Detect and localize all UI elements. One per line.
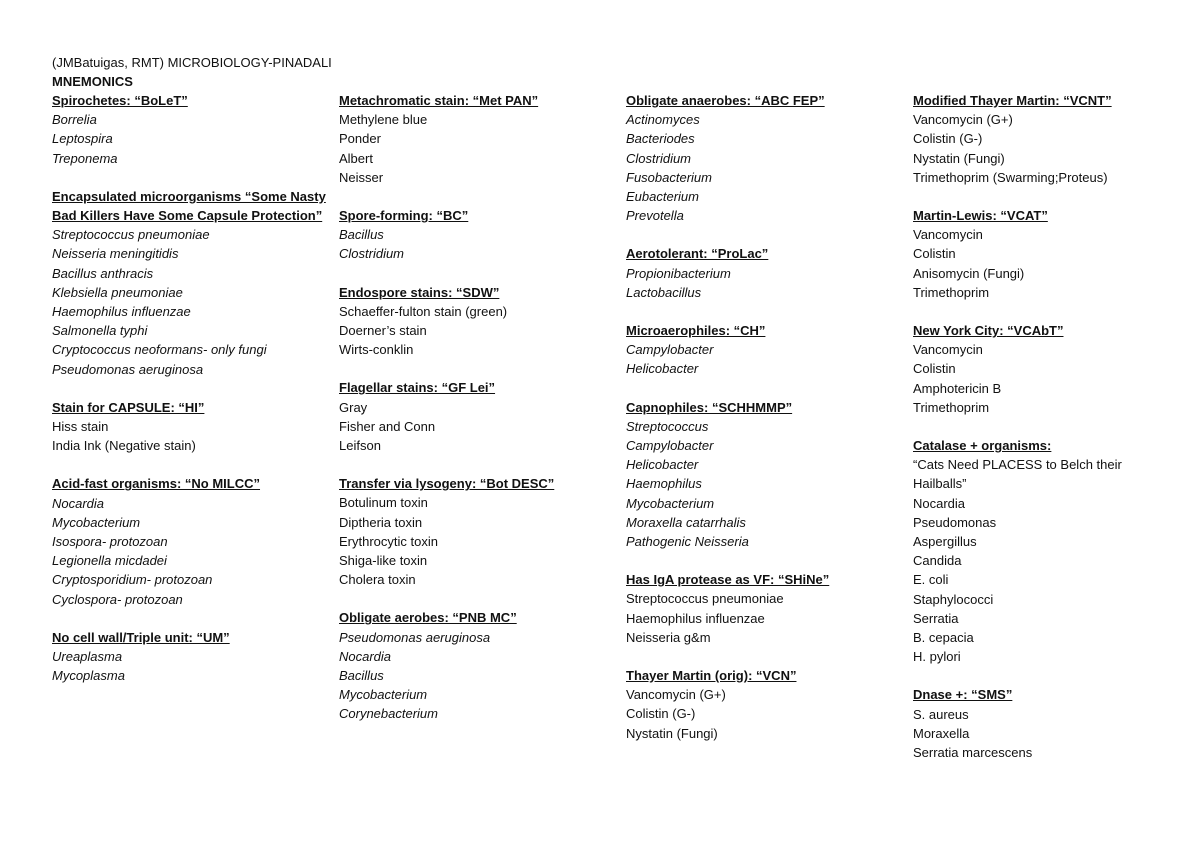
section-item: Diptheria toxin — [339, 514, 423, 530]
section-item: Streptococcus pneumoniae — [52, 227, 210, 243]
section-item: Streptococcus pneumoniae — [626, 591, 784, 607]
section-item: Anisomycin (Fungi) — [913, 265, 1025, 281]
mnemonic-section — [339, 206, 619, 264]
section-item: Gray — [339, 399, 368, 415]
mnemonic-section — [626, 244, 906, 302]
mnemonic-section — [339, 91, 619, 187]
section-heading: Martin-Lewis: “VCAT” — [913, 208, 1048, 224]
mnemonic-section — [626, 321, 906, 379]
section-heading: Thayer Martin (orig): “VCN” — [626, 668, 797, 684]
section-item: Haemophilus — [626, 476, 702, 492]
section-item: Mycobacterium — [52, 514, 141, 530]
section-item: Hailballs” — [913, 476, 967, 492]
section-item: “Cats Need PLACESS to Belch their — [913, 457, 1122, 473]
section-item: Campylobacter — [626, 438, 714, 454]
mnemonic-section — [626, 666, 906, 743]
section-item: Nocardia — [913, 495, 966, 511]
page-header — [52, 53, 332, 91]
section-heading: New York City: “VCAbT” — [913, 323, 1064, 339]
section-item: Pseudomonas aeruginosa — [52, 361, 204, 377]
document-title: (JMBatuigas, RMT) MICROBIOLOGY-PINADALI — [52, 55, 332, 70]
mnemonic-section — [52, 398, 332, 456]
section-item: Klebsiella pneumoniae — [52, 284, 183, 300]
section-item: Borrelia — [52, 112, 97, 128]
section-item: Treponema — [52, 150, 118, 166]
section-item: Nocardia — [339, 648, 392, 664]
section-item: Nocardia — [52, 495, 105, 511]
section-heading: Microaerophiles: “CH” — [626, 323, 766, 339]
section-item: Vancomycin (G+) — [913, 112, 1013, 128]
section-item: Legionella micdadei — [52, 553, 167, 569]
section-item: Pseudomonas — [913, 514, 997, 530]
column-3 — [626, 91, 906, 762]
section-item: Streptococcus — [626, 418, 709, 434]
section-item: Cyclospora- protozoan — [52, 591, 183, 607]
mnemonic-section — [913, 685, 1193, 762]
section-heading: No cell wall/Triple unit: “UM” — [52, 629, 230, 645]
document-subtitle: MNEMONICS — [52, 74, 133, 89]
section-item: Pseudomonas aeruginosa — [339, 629, 491, 645]
section-item: Wirts-conklin — [339, 342, 414, 358]
section-item: Schaeffer-fulton stain (green) — [339, 303, 508, 319]
section-item: Fisher and Conn — [339, 418, 436, 434]
mnemonic-section — [339, 474, 619, 589]
mnemonic-section — [913, 321, 1193, 417]
section-item: Neisseria g&m — [626, 629, 711, 645]
section-item: B. cepacia — [913, 630, 974, 646]
section-item: Mycobacterium — [626, 495, 715, 511]
mnemonic-section — [339, 283, 619, 360]
mnemonic-section — [339, 378, 619, 455]
section-item: Fusobacterium — [626, 169, 712, 185]
section-item: Colistin — [913, 361, 956, 377]
section-item: E. coli — [913, 572, 949, 588]
section-item: Bacillus — [339, 227, 384, 243]
section-item: Trimethoprim — [913, 399, 990, 415]
section-item: Salmonella typhi — [52, 323, 148, 339]
section-item: Doerner’s stain — [339, 323, 427, 339]
section-item: Bacteriodes — [626, 131, 695, 147]
section-item: Aspergillus — [913, 534, 977, 550]
section-item: Corynebacterium — [339, 706, 438, 722]
section-heading: Obligate anaerobes: “ABC FEP” — [626, 93, 825, 108]
section-item: Campylobacter — [626, 342, 714, 358]
section-item: Leifson — [339, 438, 381, 454]
section-item: Serratia — [913, 610, 959, 626]
section-heading: Modified Thayer Martin: “VCNT” — [913, 93, 1112, 108]
section-item: Helicobacter — [626, 361, 699, 377]
section-heading: Transfer via lysogeny: “Bot DESC” — [339, 476, 555, 492]
section-item: Eubacterium — [626, 189, 699, 205]
column-4 — [913, 91, 1193, 781]
mnemonic-section — [52, 187, 332, 379]
section-heading: Stain for CAPSULE: “HI” — [52, 399, 205, 415]
section-heading: Capnophiles: “SCHHMMP” — [626, 399, 793, 415]
column-2 — [339, 91, 619, 743]
section-item: Cholera toxin — [339, 572, 416, 588]
mnemonic-section — [339, 608, 619, 723]
section-item: Staphylococci — [913, 591, 994, 607]
mnemonic-section — [52, 474, 332, 608]
section-item: Amphotericin B — [913, 380, 1002, 396]
section-item: Candida — [913, 553, 962, 569]
section-item: Botulinum toxin — [339, 495, 428, 511]
section-item: Cryptosporidium- protozoan — [52, 572, 213, 588]
section-item: Bacillus anthracis — [52, 265, 154, 281]
column-1 — [52, 91, 332, 704]
section-item: Clostridium — [626, 150, 692, 166]
section-heading: Metachromatic stain: “Met PAN” — [339, 93, 539, 108]
section-item: Colistin (G-) — [913, 131, 983, 147]
section-item: Haemophilus influenzae — [52, 304, 191, 320]
mnemonic-section — [52, 91, 332, 168]
section-item: Hiss stain — [52, 419, 109, 435]
section-item: Nystatin (Fungi) — [626, 725, 718, 741]
section-item: Moraxella catarrhalis — [626, 514, 746, 530]
mnemonic-section — [626, 398, 906, 552]
mnemonic-section — [913, 206, 1193, 302]
section-heading: Catalase + organisms: — [913, 438, 1052, 454]
section-item: Trimethoprim (Swarming;Proteus) — [913, 169, 1108, 185]
section-heading: Acid-fast organisms: “No MILCC” — [52, 476, 261, 492]
section-item: Actinomyces — [626, 112, 700, 128]
section-heading: Dnase +: “SMS” — [913, 687, 1013, 703]
mnemonic-section — [626, 570, 906, 647]
section-item: Neisseria meningitidis — [52, 246, 179, 262]
section-item: Moraxella — [913, 725, 970, 741]
section-item: India Ink (Negative stain) — [52, 438, 196, 454]
section-heading: Endospore stains: “SDW” — [339, 284, 500, 300]
section-item: Mycobacterium — [339, 687, 428, 703]
section-item: Trimethoprim — [913, 284, 990, 300]
section-item: Leptospira — [52, 131, 113, 147]
section-item: Nystatin (Fungi) — [913, 150, 1005, 166]
section-item: Propionibacterium — [626, 265, 731, 281]
section-item: Mycoplasma — [52, 668, 125, 684]
mnemonic-section — [913, 91, 1193, 187]
section-heading: Spirochetes: “BoLeT” — [52, 93, 188, 108]
section-item: Cryptococcus neoformans- only fungi — [52, 342, 267, 358]
section-item: Pathogenic Neisseria — [626, 534, 749, 550]
mnemonic-section — [626, 91, 906, 225]
section-item: Vancomycin — [913, 342, 983, 358]
section-item: Erythrocytic toxin — [339, 533, 438, 549]
section-item: Albert — [339, 150, 373, 166]
mnemonic-section — [913, 436, 1193, 666]
section-item: Helicobacter — [626, 457, 699, 473]
section-item: Bacillus — [339, 668, 384, 684]
section-item: Methylene blue — [339, 112, 428, 128]
section-item: Vancomycin — [913, 227, 983, 243]
section-item: Neisser — [339, 169, 384, 185]
section-heading: Has IgA protease as VF: “SHiNe” — [626, 572, 830, 588]
section-item: Lactobacillus — [626, 284, 702, 300]
section-heading: Encapsulated microorganisms “Some Nasty Bad Killers Have Some Capsule Protection” — [52, 188, 326, 224]
section-item: Vancomycin (G+) — [626, 687, 726, 703]
section-item: Colistin — [913, 246, 956, 262]
section-item: Isospora- protozoan — [52, 534, 168, 550]
section-item: Serratia marcescens — [913, 745, 1033, 761]
mnemonic-section — [52, 628, 332, 686]
section-item: Ponder — [339, 131, 381, 147]
section-item: Ureaplasma — [52, 649, 123, 665]
section-item: Haemophilus influenzae — [626, 610, 765, 626]
section-heading: Spore-forming: “BC” — [339, 208, 469, 224]
section-item: Shiga-like toxin — [339, 553, 428, 569]
section-item: S. aureus — [913, 706, 969, 722]
section-item: Prevotella — [626, 208, 684, 224]
section-item: Colistin (G-) — [626, 706, 696, 722]
section-item: H. pylori — [913, 649, 961, 665]
section-item: Clostridium — [339, 246, 405, 262]
section-heading: Aerotolerant: “ProLac” — [626, 246, 769, 262]
section-heading: Flagellar stains: “GF Lei” — [339, 380, 496, 396]
section-heading: Obligate aerobes: “PNB MC” — [339, 610, 517, 626]
